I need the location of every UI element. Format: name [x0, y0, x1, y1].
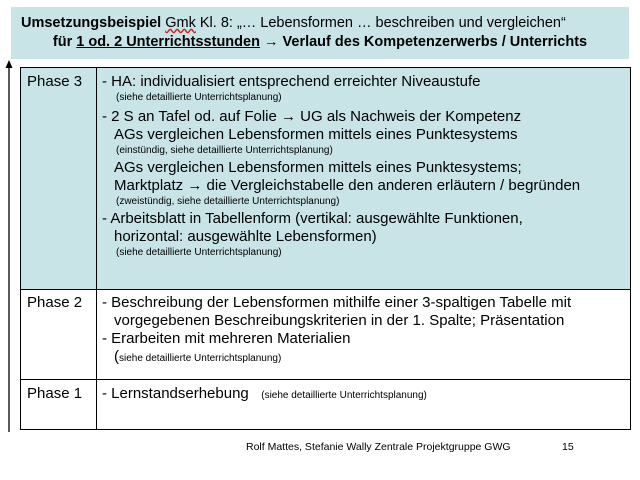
subject-abbrev: Gmk: [165, 15, 196, 31]
column-divider: [96, 68, 97, 429]
list-item: - Beschreibung der Lebensformen mithilfe einer 3-spaltigen Tabelle mit: [102, 294, 572, 311]
title-progression: → Verlauf des Kompetenzerwerbs / Unterrichts: [259, 34, 588, 50]
progression-arrow-icon: [4, 60, 14, 432]
page-number: 15: [562, 441, 574, 453]
title-for: für: [52, 34, 77, 50]
list-item: AGs vergleichen Lebensformen mittels eines Punktesystems: [114, 126, 518, 143]
planning-note: (siehe detaillierte Unterrichtsplanung): [116, 247, 282, 258]
planning-note: (siehe detaillierte Unterrichtsplanung): [261, 390, 427, 401]
list-item: - Arbeitsblatt in Tabellenform (vertikal: ausgewählte Funktionen,: [102, 210, 523, 227]
list-item: Marktplatz → die Vergleichstabelle den anderen erläutern / begründen: [114, 177, 581, 194]
title-line-1: [11, 14, 629, 33]
phase-label: Phase 2: [27, 294, 83, 311]
list-item: - HA: individualisiert entsprechend erreichter Niveaustufe: [102, 73, 481, 90]
open-paren: (: [114, 348, 119, 365]
planning-note: (siehe detaillierte Unterrichtsplanung): [116, 92, 282, 103]
phase-1-content: [102, 385, 626, 403]
planning-note: (zweistündig, siehe detaillierte Unterrichtsplanung): [116, 196, 340, 207]
table-row-phase-2: [21, 290, 630, 380]
list-item: - 2 S an Tafel od. auf Folie → UG als Nachweis der Kompetenz: [102, 108, 522, 125]
list-item: - Lernstandserhebung: [102, 385, 249, 402]
phase-label: Phase 3: [27, 73, 83, 90]
phase-2-content: [102, 294, 626, 366]
table-row-phase-1: [21, 380, 630, 429]
phase-3-content: [102, 73, 626, 260]
planning-note: siehe detaillierte Unterrichtsplanung): [119, 353, 282, 364]
slide-title-box: [11, 7, 629, 59]
table-row-phase-3: [21, 68, 630, 290]
planning-note-line: [102, 348, 626, 366]
title-topic: Kl. 8: „… Lebensformen … beschreiben und vergleichen“: [195, 15, 566, 31]
lesson-count: 1 od. 2 Unterrichtsstunden: [76, 34, 260, 50]
list-item: vorgegebenen Beschreibungskriterien in der 1. Spalte; Präsentation: [114, 312, 565, 329]
planning-note: (einstündig, siehe detaillierte Unterrichtsplanung): [116, 145, 333, 156]
phase-label: Phase 1: [27, 385, 83, 402]
title-line-2: [11, 33, 629, 52]
list-item: AGs vergleichen Lebensformen mittels eines Punktesystems;: [114, 159, 522, 176]
competence-table: [20, 67, 631, 430]
list-item: - Erarbeiten mit mehreren Materialien: [102, 330, 351, 347]
title-label: Umsetzungsbeispiel: [21, 15, 166, 31]
list-item: horizontal: ausgewählte Lebensformen): [114, 228, 377, 245]
footer-authors: Rolf Mattes, Stefanie Wally Zentrale Projektgruppe GWG: [246, 441, 511, 453]
